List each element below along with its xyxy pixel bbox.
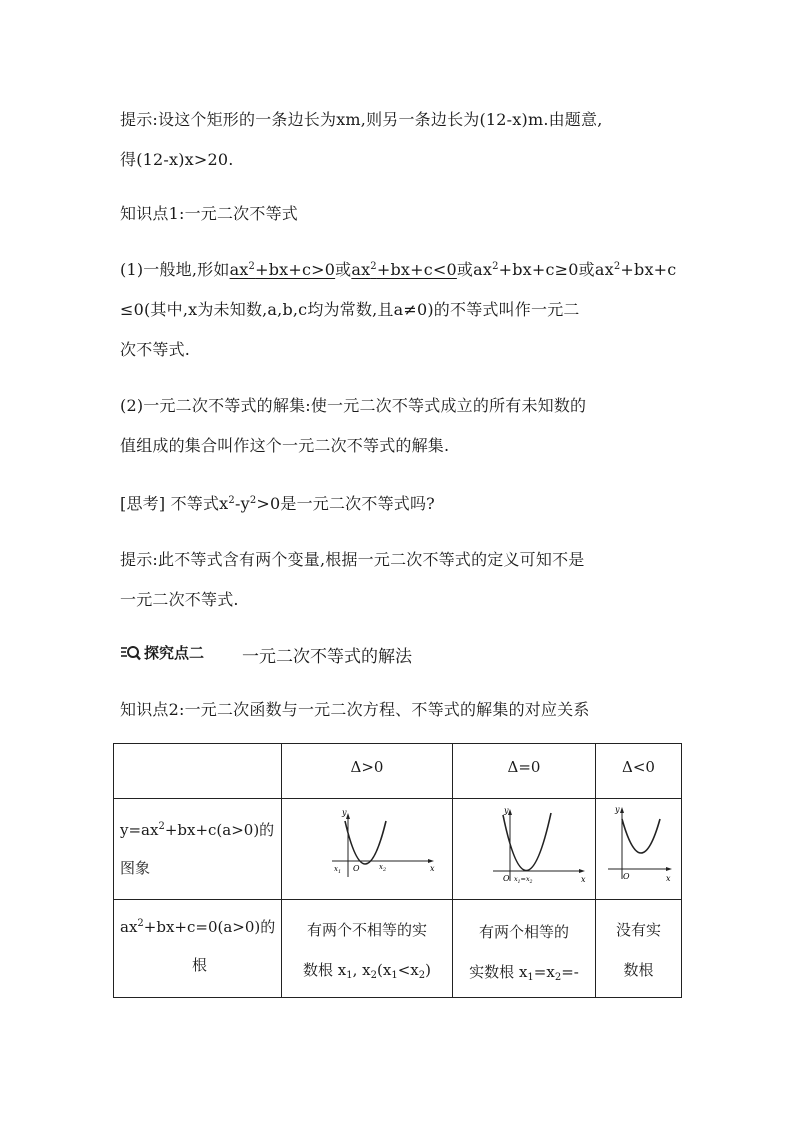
def2-line-1: (2)一元二次不等式的解集:使一元二次不等式成立的所有未知数的 — [120, 396, 587, 415]
section-heading — [120, 638, 680, 668]
definition-paragraph-1 — [120, 250, 680, 370]
axis-x-label: x — [666, 874, 671, 883]
or-3: 或 — [578, 260, 595, 279]
or-1: 或 — [335, 260, 352, 279]
sup-2: 2 — [249, 495, 257, 506]
roots-gt-e: ) — [425, 961, 431, 979]
roots-eq-c: =- — [561, 963, 579, 981]
kp1-title-text: 知识点1:一元二次不等式 — [120, 204, 298, 223]
graph-row-label-text — [114, 799, 281, 887]
roots-label-a: ax — [120, 918, 138, 936]
sub-1: 1 — [527, 972, 534, 983]
graph-cell-one-root — [453, 799, 596, 900]
def1-line-2: ≤0(其中,x为未知数,a,b,c均为常数,且a≠0)的不等式叫作一元二 — [120, 300, 580, 319]
sub-1: 1 — [346, 970, 353, 981]
hint-1-line-1: 提示:设这个矩形的一条边长为xm,则另一条边长为(12-x)m.由题意, — [120, 110, 603, 129]
x2-sub: 2 — [529, 880, 533, 885]
graph-cell-two-roots — [282, 799, 453, 900]
section-label: 探究点二 — [144, 644, 205, 662]
table-roots-row — [114, 900, 682, 998]
axis-x-label: x — [430, 864, 435, 873]
hint-1-line-2: 得(12-x)x>20. — [120, 150, 234, 169]
graph-cell-no-root — [596, 799, 682, 900]
parabola-one-root-graph — [453, 799, 595, 895]
magnifier-icon — [120, 644, 142, 662]
header-cell-delta-positive: Δ>0 — [282, 744, 453, 799]
roots-lt-line-1: 没有实 — [615, 921, 661, 939]
correspondence-table — [113, 743, 682, 998]
roots-gt-c: (x — [377, 961, 392, 979]
graph-label-c: 图象 — [120, 859, 151, 877]
sub-2: 2 — [418, 970, 426, 981]
expr-a: ax — [229, 260, 249, 279]
sub-2: 2 — [554, 972, 562, 983]
roots-label-c: 根 — [192, 956, 208, 974]
hint-paragraph-1 — [120, 100, 680, 180]
x1-sub: 1 — [337, 869, 342, 875]
sup-2: 2 — [613, 261, 621, 272]
table-graph-row — [114, 799, 682, 900]
expr-d: ax — [594, 260, 614, 279]
sup-2: 2 — [137, 918, 144, 929]
root-x2-label — [379, 863, 386, 873]
x1-sub: 1 — [517, 880, 521, 885]
roots-gt-line-2 — [282, 950, 452, 990]
x2-sub: 2 — [382, 867, 387, 873]
think-prefix: [思考] 不等式x — [120, 494, 229, 513]
hint-2-line-1: 提示:此不等式含有两个变量,根据一元二次不等式的定义可知不是 — [120, 550, 585, 569]
x1-base: x — [514, 875, 518, 883]
roots-none-text — [596, 900, 681, 990]
roots-row-label-text — [114, 900, 281, 984]
axis-y-label: y — [615, 805, 620, 814]
graph-label-b: +bx+c(a>0)的 — [164, 821, 275, 839]
header-cell-delta-zero: Δ=0 — [453, 744, 596, 799]
think-mid: -y — [234, 494, 250, 513]
table-header-row — [114, 744, 682, 799]
root-x1-label — [334, 865, 341, 875]
or-2: 或 — [456, 260, 474, 279]
origin-label: O — [353, 864, 360, 873]
roots-two-equal-text — [453, 900, 595, 992]
double-root-label — [514, 875, 533, 885]
roots-eq-b: =x — [533, 963, 555, 981]
eq-x2-base: =x — [520, 875, 530, 883]
think-suffix: >0是一元二次不等式吗? — [256, 494, 435, 513]
axis-x-label: x — [581, 875, 586, 884]
def1-prefix: (1)一般地,形如 — [120, 260, 230, 279]
roots-gt-b: , x — [352, 961, 371, 979]
origin-label: O — [503, 874, 510, 883]
axis-y-label: y — [342, 808, 347, 817]
roots-two-distinct-text — [282, 900, 452, 990]
hint-paragraph-2 — [120, 540, 680, 620]
def2-line-2: 值组成的集合叫作这个一元二次不等式的解集. — [120, 436, 450, 455]
expr-less — [351, 260, 457, 279]
hint-2-line-2: 一元二次不等式. — [120, 590, 239, 609]
roots-label-b: +bx+c=0(a>0)的 — [143, 918, 276, 936]
roots-gt-line-1: 有两个不相等的实 — [306, 921, 427, 939]
section-title: 一元二次不等式的解法 — [242, 647, 412, 667]
expr-b: ax — [351, 260, 371, 279]
sub-2: 2 — [370, 970, 378, 981]
expr-c-rest: +bx+c≥0 — [498, 260, 579, 279]
roots-cell-two-equal — [453, 900, 596, 998]
header-cell-empty — [114, 744, 282, 799]
axis-y-label: y — [504, 806, 509, 815]
x1-base: x — [334, 865, 338, 873]
sup-2: 2 — [158, 821, 165, 832]
sup-2: 2 — [228, 495, 235, 506]
sup-2: 2 — [492, 261, 499, 272]
x2-base: x — [379, 863, 383, 871]
kp2-title-text: 知识点2:一元二次函数与一元二次方程、不等式的解集的对应关系 — [120, 700, 590, 719]
expr-c: ax — [473, 260, 493, 279]
roots-gt-d: <x — [397, 961, 419, 979]
roots-cell-two-distinct — [282, 900, 453, 998]
roots-eq-a: 实数根 x — [469, 963, 528, 981]
knowledge-point-2-title — [120, 690, 680, 730]
expr-b-rest: +bx+c<0 — [376, 260, 457, 279]
sub-1: 1 — [391, 970, 398, 981]
roots-eq-line-2 — [453, 952, 595, 992]
parabola-two-roots-graph — [282, 799, 452, 895]
expr-d-rest: +bx+c — [620, 260, 677, 279]
expr-a-rest: +bx+c>0 — [255, 260, 336, 279]
definition-paragraph-2 — [120, 386, 680, 466]
expr-greater — [230, 260, 336, 279]
sup-2: 2 — [370, 261, 377, 272]
roots-lt-line-2: 数根 — [623, 961, 654, 979]
knowledge-point-1-title — [120, 194, 680, 234]
roots-eq-line-1: 有两个相等的 — [478, 923, 569, 941]
roots-gt-a: 数根 x — [303, 961, 347, 979]
graph-label-a: y=ax — [120, 821, 159, 839]
def1-line-3: 次不等式. — [120, 340, 191, 359]
think-question — [120, 484, 680, 524]
sup-2: 2 — [248, 261, 256, 272]
header-cell-delta-negative: Δ<0 — [596, 744, 682, 799]
roots-row-label — [114, 900, 282, 998]
parabola-no-root-graph — [596, 799, 681, 895]
roots-cell-none — [596, 900, 682, 998]
origin-label: O — [623, 872, 630, 881]
graph-row-label — [114, 799, 282, 900]
def1-line-1 — [120, 250, 680, 290]
